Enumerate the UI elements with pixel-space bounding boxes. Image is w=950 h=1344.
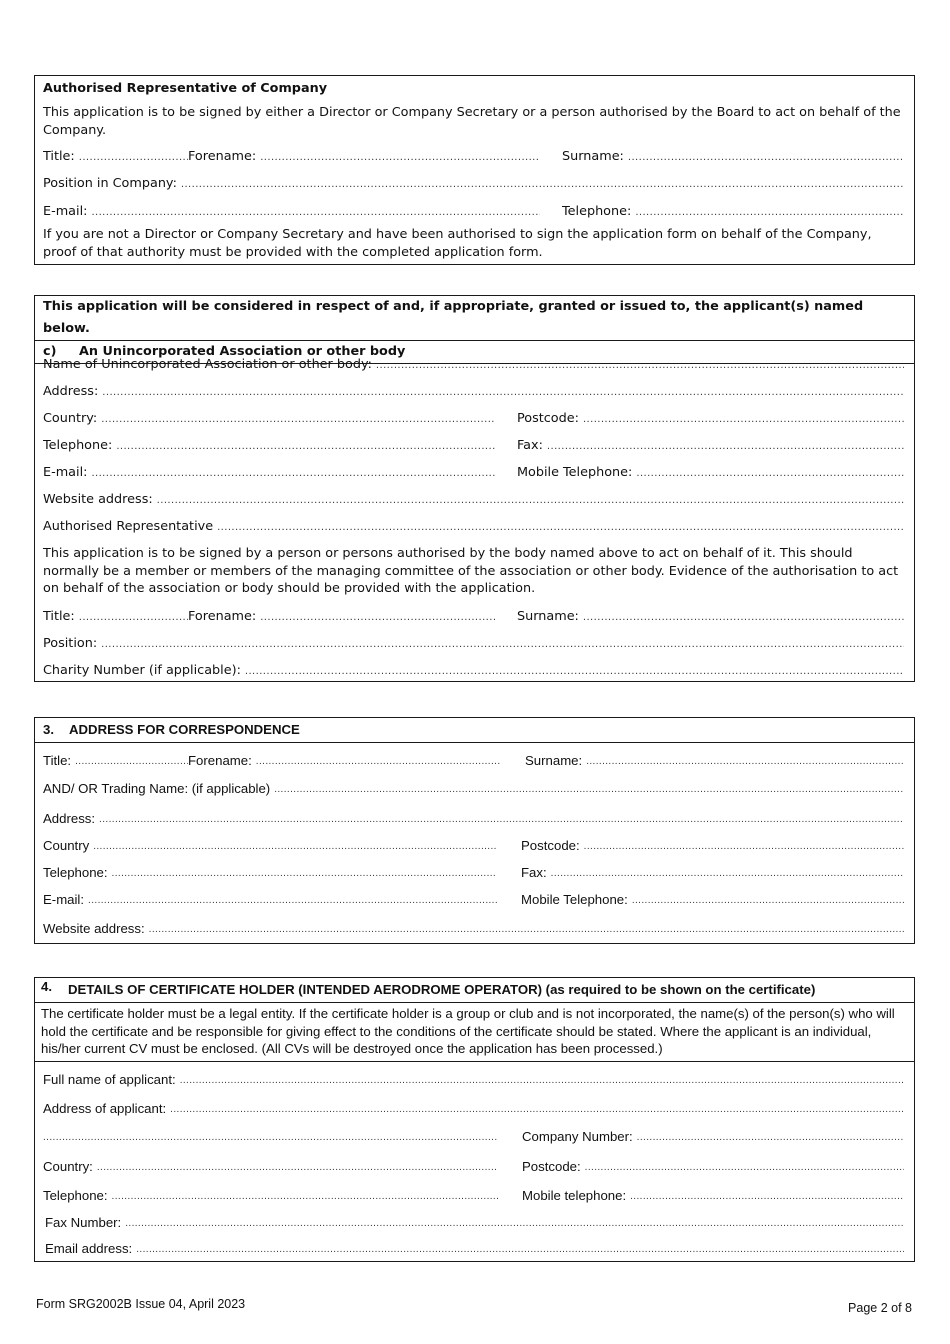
fax-number-field[interactable] <box>45 1215 904 1231</box>
country-field[interactable] <box>43 1159 498 1175</box>
authorised-representative-field[interactable] <box>43 519 904 535</box>
trading-name-label: AND/ OR Trading Name: (if applicable) <box>43 781 271 796</box>
email-field[interactable] <box>43 892 497 908</box>
postcode-field[interactable] <box>497 838 904 854</box>
surname-field[interactable] <box>495 609 904 625</box>
address-field[interactable] <box>43 811 904 827</box>
authorisation-note: This application is to be signed by a person or persons authorised by the body named above to act on behalf of it. This should normally be a member or members of the managing committee of the association or other body. Evidence of the authorisation to act on behalf of the association or body should be provided with the application. <box>43 546 899 596</box>
applicant-address-line-2-field[interactable] <box>43 1131 498 1145</box>
position-label: Position: <box>43 636 98 651</box>
email-address-field[interactable] <box>45 1241 904 1257</box>
surname-label: Surname: <box>562 149 624 164</box>
telephone-field[interactable] <box>43 1188 498 1204</box>
fax-field[interactable] <box>495 438 904 454</box>
telephone-label: Telephone: <box>562 204 632 219</box>
mobile-label: Mobile Telephone: <box>521 892 628 907</box>
forename-label: Forename: <box>188 753 252 768</box>
forename-field[interactable] <box>188 149 540 165</box>
country-field[interactable] <box>43 411 495 427</box>
postcode-field[interactable] <box>495 411 904 427</box>
authority-note: If you are not a Director or Company Secretary and have been authorised to sign the application form on behalf of the Company, proof of that authority must be provided with the completed application form. <box>43 227 872 260</box>
company-representative-section <box>34 75 915 265</box>
fax-field[interactable] <box>497 865 904 881</box>
position-label: Position in Company: <box>43 176 177 191</box>
forename-field[interactable] <box>188 753 501 769</box>
association-name-field[interactable] <box>43 357 904 373</box>
country-label: Country: <box>43 411 98 426</box>
website-label: Website address: <box>43 492 153 507</box>
section-header <box>35 718 914 743</box>
telephone-field[interactable] <box>43 865 497 881</box>
address-field[interactable] <box>43 384 904 400</box>
section-title: DETAILS OF CERTIFICATE HOLDER (INTENDED AERODROME OPERATOR) (as required to be shown on the certificate) <box>68 982 816 997</box>
address-label: Address: <box>43 384 99 399</box>
country-label: Country <box>43 838 90 853</box>
position-field[interactable] <box>43 636 904 652</box>
section-number: 3. <box>43 722 54 737</box>
full-name-label: Full name of applicant: <box>43 1072 176 1087</box>
section-title: Authorised Representative of Company <box>43 81 328 96</box>
email-address-label: Email address: <box>45 1241 133 1256</box>
website-field[interactable] <box>43 492 904 508</box>
mobile-field[interactable] <box>495 465 904 481</box>
telephone-label: Telephone: <box>43 1188 108 1203</box>
section-intro: This application is to be signed by either a Director or Company Secretary or a person authorised by the Board to act on behalf of the Company. <box>43 105 901 138</box>
title-field[interactable] <box>43 609 188 625</box>
telephone-label: Telephone: <box>43 865 108 880</box>
surname-field[interactable] <box>540 149 904 165</box>
email-label: E-mail: <box>43 892 85 907</box>
fax-label: Fax: <box>521 865 547 880</box>
address-label: Address: <box>43 811 96 826</box>
telephone-field[interactable] <box>43 438 495 454</box>
country-label: Country: <box>43 1159 93 1174</box>
section-title: ADDRESS FOR CORRESPONDENCE <box>69 722 300 737</box>
subsection-title: An Unincorporated Association or other body <box>79 344 406 359</box>
applicant-address-field[interactable] <box>43 1101 904 1117</box>
fax-label: Fax: <box>517 438 543 453</box>
title-field[interactable] <box>43 149 188 165</box>
mobile-field[interactable] <box>497 892 904 908</box>
email-field[interactable] <box>43 465 495 481</box>
fax-number-label: Fax Number: <box>45 1215 122 1230</box>
postcode-label: Postcode: <box>517 411 579 426</box>
subsection-letter: c) <box>43 344 57 359</box>
unincorporated-association-section <box>34 295 915 682</box>
page-number: Page 2 of 8 <box>848 1301 912 1315</box>
telephone-label: Telephone: <box>43 438 113 453</box>
telephone-field[interactable] <box>540 204 904 220</box>
mobile-field[interactable] <box>498 1188 904 1204</box>
email-label: E-mail: <box>43 204 88 219</box>
title-label: Title: <box>43 753 72 768</box>
company-number-label: Company Number: <box>522 1129 633 1144</box>
title-label: Title: <box>43 609 75 624</box>
full-name-field[interactable] <box>43 1072 904 1088</box>
surname-label: Surname: <box>517 609 579 624</box>
country-field[interactable] <box>43 838 497 854</box>
section-header <box>35 978 914 1003</box>
postcode-field[interactable] <box>498 1159 904 1175</box>
title-label: Title: <box>43 149 75 164</box>
email-label: E-mail: <box>43 465 88 480</box>
charity-number-label: Charity Number (if applicable): <box>43 663 241 678</box>
certificate-holder-section <box>34 977 915 1262</box>
charity-number-field[interactable] <box>43 663 904 679</box>
postcode-label: Postcode: <box>521 838 580 853</box>
surname-label: Surname: <box>525 753 583 768</box>
form-reference: Form SRG2002B Issue 04, April 2023 <box>36 1297 246 1311</box>
applicant-address-label: Address of applicant: <box>43 1101 167 1116</box>
company-number-field[interactable] <box>498 1129 904 1145</box>
postcode-label: Postcode: <box>522 1159 581 1174</box>
authorised-representative-label: Authorised Representative <box>43 519 214 534</box>
application-banner: This application will be considered in respect of and, if appropriate, granted or issued to, the applicant(s) named below. <box>35 296 914 341</box>
position-field[interactable] <box>43 176 904 192</box>
certificate-holder-note: The certificate holder must be a legal entity. If the certificate holder is a group or club and is not incorporated, the name(s) of the person(s) who will hold the certificate and be responsible for giving effect to the conditions of the certificate should be stated. Where the applicant is an individual, his/her current CV must be enclosed. (All CVs will be destroyed once the application has been processed.) <box>35 1003 914 1062</box>
section-number: 4. <box>41 979 52 994</box>
email-field[interactable] <box>43 204 540 220</box>
website-label: Website address: <box>43 921 145 936</box>
surname-field[interactable] <box>501 753 904 769</box>
trading-name-field[interactable] <box>43 781 904 797</box>
forename-label: Forename: <box>188 149 257 164</box>
title-field[interactable] <box>43 753 188 769</box>
forename-label: Forename: <box>188 609 257 624</box>
mobile-label: Mobile telephone: <box>522 1188 627 1203</box>
association-name-label: Name of Unincorporated Association or other body: <box>43 357 372 372</box>
website-field[interactable] <box>43 921 904 937</box>
forename-field[interactable] <box>188 609 495 625</box>
correspondence-address-section <box>34 717 915 944</box>
mobile-label: Mobile Telephone: <box>517 465 633 480</box>
